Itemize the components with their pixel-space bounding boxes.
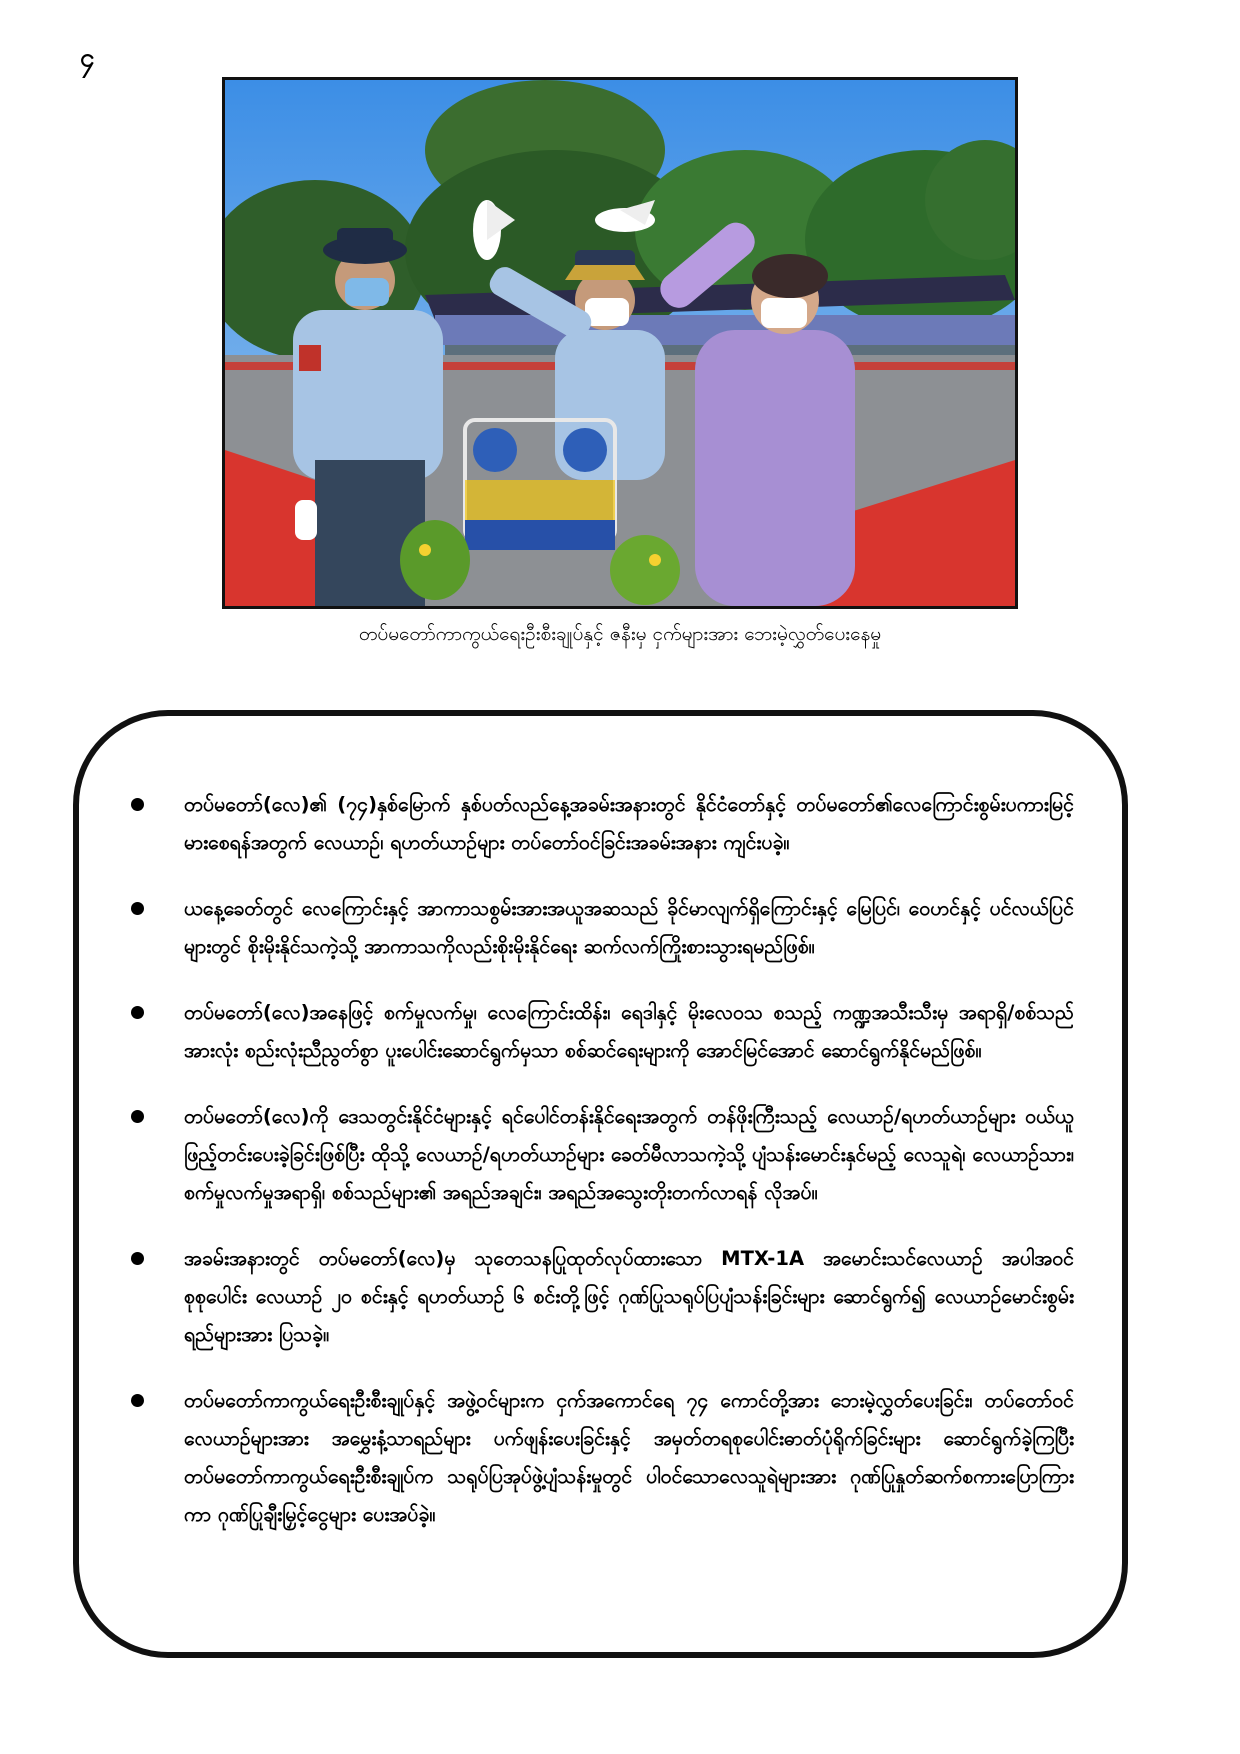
page-number: ၄ <box>80 43 95 73</box>
bullet-icon <box>131 798 144 811</box>
summary-bullet-list <box>129 786 1074 1562</box>
summary-bullet-text: ယနေ့ခေတ်တွင် လေကြောင်းနှင့် အာကာသစွမ်းအားအယူအဆသည် ခိုင်မာလျက်ရှိကြောင်းနှင့် မြေပြင်၊ ဝေဟင်နှင့် ပင်လယ်ပြင်များတွင် စိုးမိုးနိုင်သကဲ့သို့ အာကာသကိုလည်းစိုးမိုးနိုင်ရေး ဆက်လက်ကြိုးစားသွားရမည်ဖြစ်။ <box>184 897 1074 958</box>
bullet-icon <box>131 1110 144 1123</box>
summary-bullet-item <box>129 1382 1074 1534</box>
summary-bullet-text: အခမ်းအနားတွင် တပ်မတော်(လေ)မှ သုတေသနပြုထုတ်လုပ်ထားသော MTX-1A အမောင်းသင်လေယာဉ် အပါအဝင် စုစုပေါင်း လေယာဉ် ၂၀ စင်းနှင့် ရဟတ်ယာဉ် ၆ စင်းတို့ဖြင့် ဂုဏ်ပြုသရုပ်ပြပျံသန်းခြင်းများ ဆောင်ရွက်၍ လေယာဉ်မောင်းစွမ်းရည်များအား ပြသခဲ့။ <box>184 1247 1074 1346</box>
summary-bullet-text: တပ်မတော်ကာကွယ်ရေးဦးစီးချုပ်နှင့် အဖွဲ့ဝင်များက ငှက်အကောင်ရေ ၇၄ ကောင်တို့အား ဘေးမဲ့လွှတ်ပေးခြင်း၊ တပ်တော်ဝင်လေယာဉ်များအား အမွှေးနံ့သာရည်များ ပက်ဖျန်းပေးခြင်းနှင့် အမှတ်တရစုပေါင်းဓာတ်ပုံရိုက်ခြင်းများ ဆောင်ရွက်ခဲ့ကြပြီး တပ်မတော်ကာကွယ်ရေးဦးစီးချုပ်က သရုပ်ပြအုပ်ဖွဲ့ပျံသန်းမှုတွင် ပါဝင်သောလေသူရဲများအား ဂုဏ်ပြုနှုတ်ဆက်စကားပြောကြားကာ ဂုဏ်ပြုချီးမြှင့်ငွေများ ပေးအပ်ခဲ့။ <box>184 1389 1074 1526</box>
bullet-icon <box>131 1006 144 1019</box>
summary-box <box>73 710 1128 1658</box>
dove-release-photo-illustration <box>225 80 1015 606</box>
summary-bullet-item <box>129 1240 1074 1354</box>
summary-bullet-item <box>129 1098 1074 1212</box>
bullet-icon <box>131 1394 144 1407</box>
summary-bullet-text: တပ်မတော်(လေ)၏ (၇၄)နှစ်မြောက် နှစ်ပတ်လည်နေ့အခမ်းအနားတွင် နိုင်ငံတော်နှင့် တပ်မတော်၏လေကြောင်းစွမ်းပကားမြင့်မားစေရန်အတွက် လေယာဉ်၊ ရဟတ်ယာဉ်များ တပ်တော်ဝင်ခြင်းအခမ်းအနား ကျင်းပခဲ့။ <box>184 793 1074 854</box>
summary-bullet-text: တပ်မတော်(လေ)ကို ဒေသတွင်းနိုင်ငံများနှင့် ရင်ပေါင်တန်းနိုင်ရေးအတွက် တန်ဖိုးကြီးသည့် လေယာဉ်/ရဟတ်ယာဉ်များ ဝယ်ယူဖြည့်တင်းပေးခဲ့ခြင်းဖြစ်ပြီး ထိုသို့ လေယာဉ်/ရဟတ်ယာဉ်များ ခေတ်မီလာသကဲ့သို့ ပျံသန်းမောင်းနှင်မည့် လေသူရဲ၊ လေယာဉ်သား၊ စက်မှုလက်မှုအရာရှိ၊ စစ်သည်များ၏ အရည်အချင်း၊ အရည်အသွေးတိုးတက်လာရန် လိုအပ်။ <box>184 1105 1074 1204</box>
summary-bullet-text: တပ်မတော်(လေ)အနေဖြင့် စက်မှုလက်မှု၊ လေကြောင်းထိန်း၊ ရေဒါနှင့် မိုးလေဝသ စသည့် ကဏ္ဍအသီးသီးမှ အရာရှိ/စစ်သည်အားလုံး စည်းလုံးညီညွတ်စွာ ပူးပေါင်းဆောင်ရွက်မှသာ စစ်ဆင်ရေးများကို အောင်မြင်အောင် ဆောင်ရွက်နိုင်မည်ဖြစ်။ <box>184 1001 1074 1062</box>
bullet-icon <box>131 902 144 915</box>
summary-bullet-item <box>129 890 1074 966</box>
summary-bullet-item <box>129 786 1074 862</box>
bullet-icon <box>131 1252 144 1265</box>
summary-bullet-item <box>129 994 1074 1070</box>
ceremony-photo <box>222 77 1018 609</box>
photo-caption: တပ်မတော်ကာကွယ်ရေးဦးစီးချုပ်နှင့် ဇနီးမှ ငှက်များအား ဘေးမဲ့လွှတ်ပေးနေမှု <box>358 623 882 645</box>
